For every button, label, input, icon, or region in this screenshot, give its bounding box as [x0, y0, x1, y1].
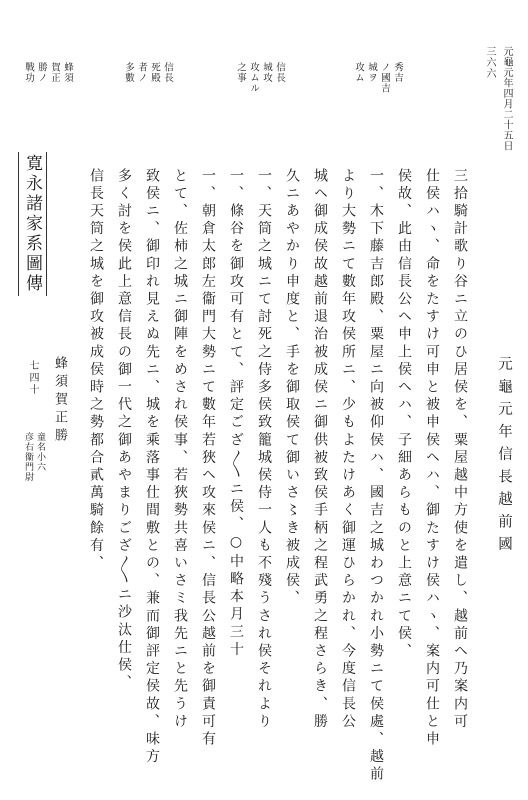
headnote-line: 勝ノ — [36, 62, 47, 83]
headnote-line: ノ國吉 — [379, 62, 390, 94]
headnote-line: 蜂須 — [62, 62, 73, 83]
body-column: 城ヘ御成侯故越前退治被成侯ニ御供被致侯手柄之程武勇之程さらき、勝 — [312, 168, 328, 732]
body-column: 信長天筒之城を御攻被成侯時之勢都合貳萬騎餘有、 — [88, 168, 104, 573]
body-column: 致侯ニ、御印れ見えぬ先ニ、城を乘落事仕間敷との、兼而御評定侯故、味方 — [144, 168, 160, 767]
headnote-line: 秀吉 — [392, 62, 403, 83]
body-column: とて、佐柿之城ニ御陣をめされ侯事、若狹勢共喜いさミ我先ニと先うけ — [172, 168, 188, 732]
source-page-number: 七四十 — [27, 360, 38, 396]
source-title: 寛永諸家系圖傳 — [18, 152, 47, 296]
section-title: 元龜元年信長越前國 — [496, 356, 512, 559]
page-number: 三六六 — [484, 46, 495, 79]
person-note: 童名小六 — [35, 432, 45, 472]
headnote-line: 城ヲ — [366, 62, 377, 83]
headnote-line: 者ノ — [136, 62, 147, 83]
headnote-line: 攻ム — [353, 62, 364, 83]
body-column: 仕侯ハヽ、命をたすけ可申と被申侯ヘハ、御たすけ侯ハヽ、案内可仕と申 — [424, 168, 440, 749]
headnote-line: 信長 — [162, 62, 173, 83]
body-column: 一、條谷を御攻可有とて、評定ござ〳〵ニ侯、○中略本月三十 — [228, 168, 244, 660]
headnote-line: 攻ムル — [248, 62, 259, 94]
body-column: より大勢ニて數年攻侯所ニ、少もよたけあく御運ひらかれ、今度信長公 — [340, 168, 356, 732]
headnote-line: 死殿 — [149, 62, 160, 83]
headnote-line: 賀正 — [49, 62, 60, 83]
body-column: 一、木下藤吉郎殿、粟屋ニ向被仰侯ハ、國吉之城わつかれ小勢ニて侯處、越前 — [368, 168, 384, 784]
body-column: 三拾騎計歌り谷ニ立のひ居侯を、粟屋越中方使を遣し、越前ヘ乃案内可 — [452, 168, 468, 732]
headnote-line: 多數 — [123, 62, 134, 83]
body-column: 多く討を侯此上意信長の御一代之御あやまりござ〳〵ニ沙汰仕侯、 — [116, 168, 132, 693]
running-header-date: 元龜元年四月二十五日 — [501, 46, 512, 151]
body-column: 一、朝倉太郎左衞門大勢ニて數年若狹ヘ攻來侯ニ、信長公越前を御責可有 — [200, 168, 216, 749]
body-column: 久ニあやかり申度と、手を御取侯て御いさ〻き被成侯、 — [284, 168, 300, 608]
headnote-line: 城攻 — [261, 62, 272, 83]
headnote-2 — [234, 62, 286, 94]
person-name: 蜂須賀正勝 — [52, 356, 67, 446]
headnote-4 — [22, 62, 74, 83]
headnote-line: 信長 — [274, 62, 285, 83]
headnote-1 — [352, 62, 404, 94]
person-note: 彦右衞門尉 — [23, 432, 33, 482]
body-column: 侯故、此由信長公ヘ申上侯ヘハ、子細あらものと上意ニて侯、 — [396, 168, 412, 661]
headnote-line: 戰功 — [23, 62, 34, 83]
headnote-line: 之事 — [235, 62, 246, 83]
headnote-3 — [122, 62, 174, 83]
body-column: 一、天筒之城ニて討死之侍多侯致籠城侯侍一人も不殘うされ侯それより — [256, 168, 272, 732]
